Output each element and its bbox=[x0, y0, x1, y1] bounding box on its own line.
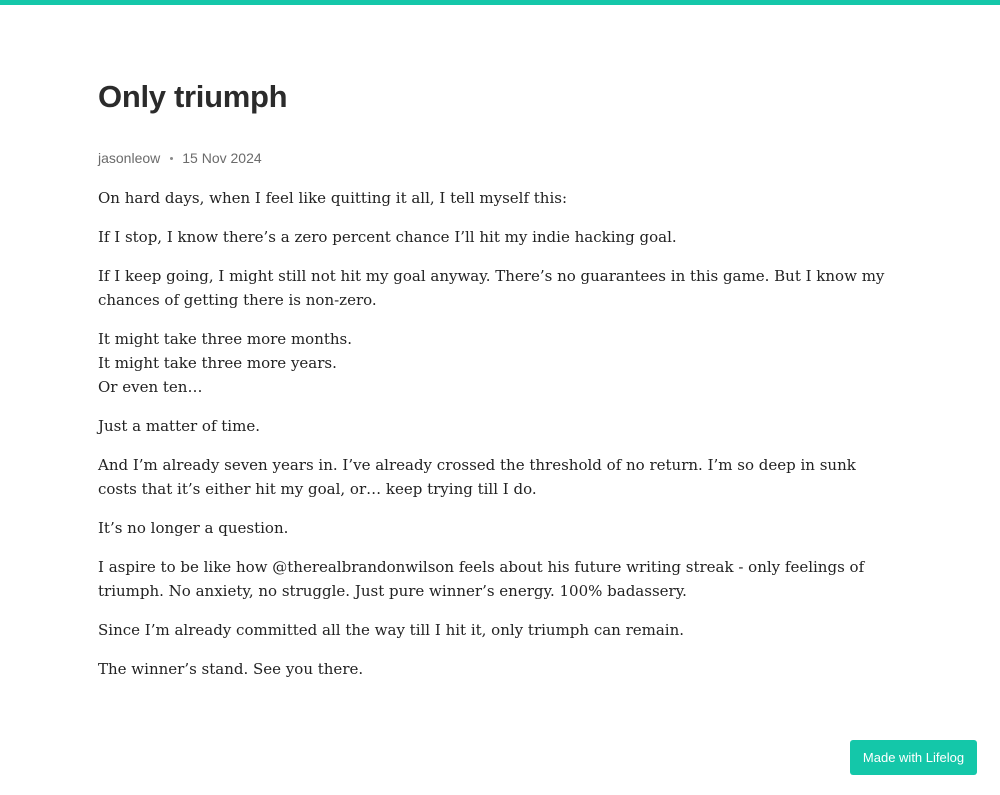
post-body bbox=[98, 186, 898, 681]
paragraph: Since I’m already committed all the way till I hit it, only triumph can remain. bbox=[98, 621, 685, 639]
paragraph: Just a matter of time. bbox=[98, 417, 260, 435]
paragraph-multiline bbox=[98, 327, 898, 399]
post-title: Only triumph bbox=[98, 79, 288, 114]
paragraph: It’s no longer a question. bbox=[98, 519, 289, 537]
paragraph: If I keep going, I might still not hit my goal anyway. There’s no guarantees in this game. But I know my chances of getting there is non-zero. bbox=[98, 267, 885, 309]
paragraph: The winner’s stand. See you there. bbox=[98, 660, 364, 678]
paragraph: I aspire to be like how @therealbrandonwilson feels about his future writing streak - only feelings of triumph. No anxiety, no struggle. Just pure winner’s energy. 100% badassery. bbox=[98, 558, 865, 600]
post-article bbox=[98, 78, 898, 696]
made-with-lifelog-button[interactable]: Made with Lifelog bbox=[850, 740, 977, 775]
paragraph-line: It might take three more years. bbox=[98, 354, 337, 372]
post-author[interactable]: jasonleow bbox=[98, 150, 161, 166]
paragraph-line: It might take three more months. bbox=[98, 330, 353, 348]
top-accent-bar bbox=[0, 0, 1000, 5]
paragraph-line: Or even ten… bbox=[98, 378, 203, 396]
paragraph: On hard days, when I feel like quitting it all, I tell myself this: bbox=[98, 189, 568, 207]
post-meta bbox=[98, 149, 898, 167]
meta-separator-dot bbox=[170, 157, 173, 160]
paragraph: And I’m already seven years in. I’ve already crossed the threshold of no return. I’m so deep in sunk costs that it’s either hit my goal, or… keep trying till I do. bbox=[98, 456, 856, 498]
post-date: 15 Nov 2024 bbox=[182, 150, 262, 166]
paragraph: If I stop, I know there’s a zero percent chance I’ll hit my indie hacking goal. bbox=[98, 228, 677, 246]
